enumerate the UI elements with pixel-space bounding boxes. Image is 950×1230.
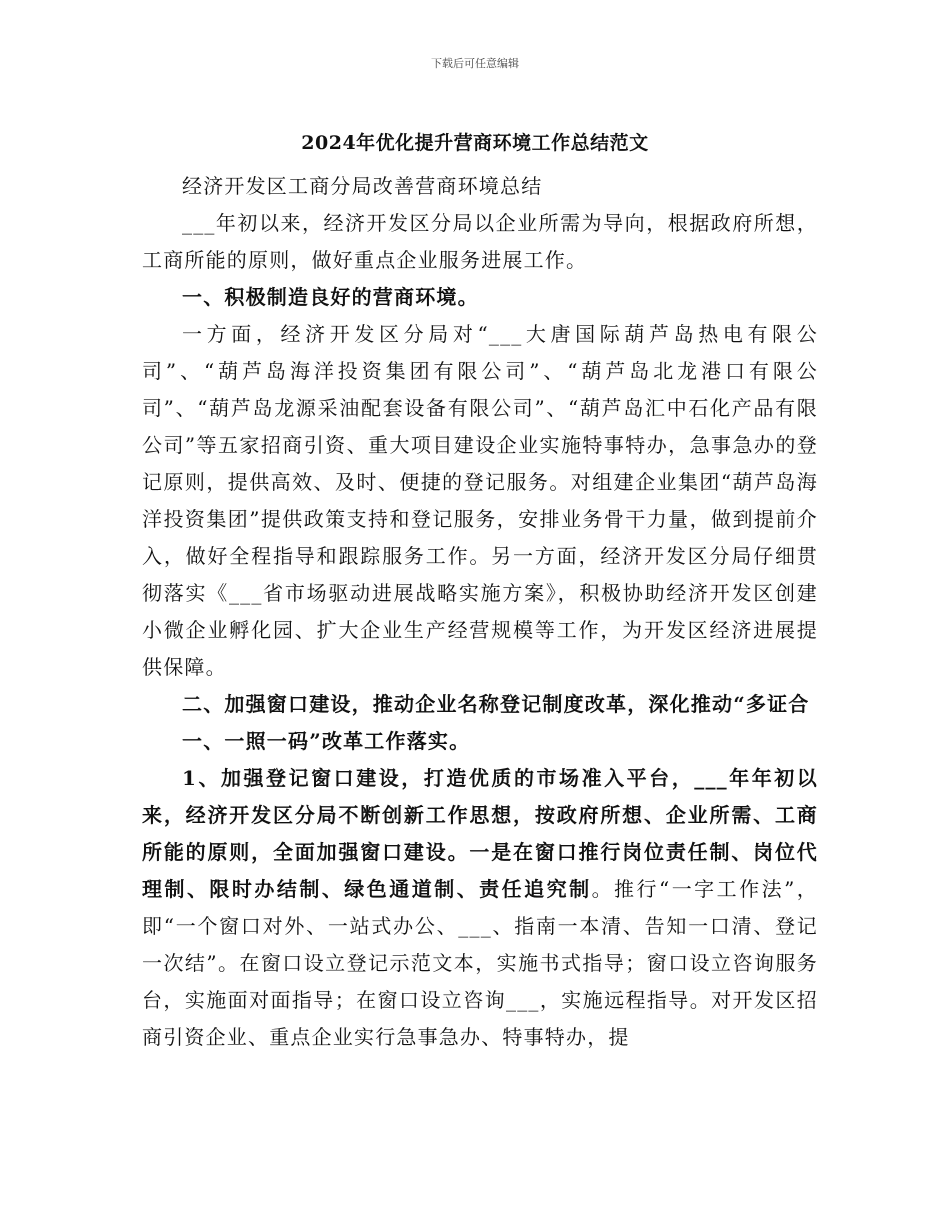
section-2-heading: 二、加强窗口建设，推动企业名称登记制度改革，深化推动“多证合 [182, 692, 810, 716]
section-1-heading: 一、积极制造良好的营商环境。 [182, 285, 479, 309]
document-title: 2024年优化提升营商环境工作总结范文 [301, 132, 649, 154]
document-subtitle: 经济开发区工商分局改善营商环境总结 [182, 174, 543, 198]
intro-paragraph: ___年初以来，经济开发区分局以企业所需为导向，根据政府所想，工商所能的原则，做好重点企业服务进展工作。 [142, 211, 818, 272]
page-header-note: 下载后可任意编辑 [431, 57, 519, 70]
document-body [142, 168, 818, 1056]
section-2-subheading: 一、一照一码”改革工作落实。 [182, 729, 471, 753]
item-1-regular-text: 。推行“一字工作法”，即“一个窗口对外、一站式办公、___、指南一本清、告知一口清、登记一次结”。在窗口设立登记示范文本，实施书式指导；窗口设立咨询服务台，实施面对面指导；在窗口设立咨询___，实施远程指导。对开发区招商引资企业、重点企业实行急事急办、特事特办，提 [142, 877, 818, 1049]
item-1-bold-text: 1、加强登记窗口建设，打造优质的市场准入平台，___年年初以来，经济开发区分局不断创新工作思想，按政府所想、企业所需、工商所能的原则，全面加强窗口建设。一是在窗口推行岗位责任制、岗位代理制、限时办结制、绿色通道制、责任追究制 [142, 766, 818, 901]
section-1-paragraph: 一方面，经济开发区分局对“___大唐国际葫芦岛热电有限公司”、“葫芦岛海洋投资集团有限公司”、“葫芦岛北龙港口有限公司”、“葫芦岛龙源采油配套设备有限公司”、“葫芦岛汇中石化产品有限公司”等五家招商引资、重大项目建设企业实施特事特办，急事急办的登记原则，提供高效、及时、便捷的登记服务。对组建企业集团“葫芦岛海洋投资集团”提供政策支持和登记服务，安排业务骨干力量，做到提前介入，做好全程指导和跟踪服务工作。另一方面，经济开发区分局仔细贯彻落实《___省市场驱动进展战略实施方案》，积极协助经济开发区创建小微企业孵化园、扩大企业生产经营规模等工作，为开发区经济进展提供保障。 [142, 322, 818, 679]
item-1-paragraph [142, 760, 818, 1056]
